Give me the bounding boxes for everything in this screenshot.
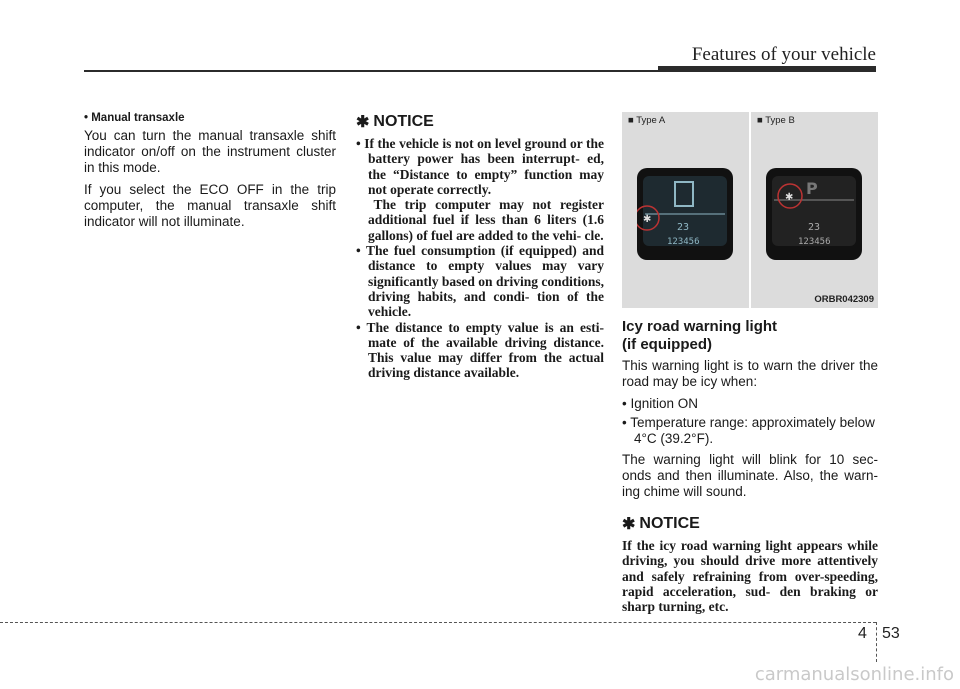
snowflake-icon: ✱ — [643, 214, 652, 225]
notice-item: • The fuel consumption (if equipped) and distance to empty values may vary significantly based on driving conditions, driving habits, and condi- tion of the vehicle. — [356, 243, 604, 320]
figure-label-type-a: ■ Type A — [628, 115, 666, 126]
paragraph: The warning light will blink for 10 sec- onds and then illuminate. Also, the warn- ing chime will sound. — [622, 452, 878, 499]
notice-text: If the icy road warning light appears while driving, you should drive more attentively and safely refraining from over-speeding, rapid acceleration, sud- den braking or sharp turning, etc. — [622, 538, 878, 615]
notice-item: • The distance to empty value is an esti- mate of the available driving distance. This value may differ from the actual driving distance available. — [356, 319, 604, 381]
display-b-gear: P — [806, 179, 818, 198]
paragraph: If you select the ECO OFF in the trip computer, the manual transaxle shift indicator will not illuminate. — [84, 182, 336, 229]
figure-label-type-b: ■ Type B — [757, 115, 795, 126]
paragraph: This warning light is to warn the driver the road may be icy when: — [622, 358, 878, 389]
notice-star-icon: ✱ — [622, 516, 636, 533]
figure-code: ORBR042309 — [814, 294, 874, 305]
footer-divider — [876, 622, 877, 662]
notice-heading — [622, 514, 878, 534]
display-b-temp: 23 — [808, 222, 821, 233]
bullet-list — [622, 396, 878, 447]
column-right — [622, 112, 878, 614]
display-b-odo: 123456 — [798, 237, 831, 247]
notice-heading-text: NOTICE — [373, 113, 434, 130]
bullet-item: • Temperature range: approximately below 4°C (39.2°F). — [622, 415, 875, 446]
instrument-cluster-figure — [622, 112, 878, 308]
notice-heading — [356, 112, 604, 132]
display-a-temp: 23 — [677, 222, 690, 233]
display-a-odo: 123456 — [667, 237, 700, 247]
header-title: Features of your vehicle — [691, 44, 876, 65]
bullet-item: • Ignition ON — [622, 396, 699, 411]
figure-panel-type-a — [622, 112, 749, 308]
header-rule-accent — [658, 66, 876, 72]
page-number: 53 — [882, 625, 900, 642]
notice-star-icon: ✱ — [356, 114, 370, 131]
cluster-display-b — [766, 168, 862, 260]
column-middle — [356, 112, 604, 381]
section-title: Icy road warning light (if equipped) — [622, 318, 778, 353]
column-left — [84, 112, 336, 236]
figure-panel-type-b — [751, 112, 878, 308]
footer-rule — [0, 622, 876, 623]
chapter-number: 4 — [858, 625, 867, 642]
notice-list — [356, 136, 604, 381]
cluster-display-a — [637, 168, 733, 260]
notice-item: The trip computer may not register additional fuel if less than 6 liters (1.6 gallons) of fuel are added to the vehi- cle. — [368, 197, 604, 243]
paragraph: You can turn the manual transaxle shift indicator on/off on the instrument cluster in this mode. — [84, 128, 336, 175]
watermark: carmanualsonline.info — [754, 664, 954, 685]
sub-heading-manual-transaxle: • Manual transaxle — [84, 112, 185, 124]
snowflake-icon: ✱ — [785, 192, 794, 203]
notice-heading-text: NOTICE — [639, 515, 700, 532]
notice-item: • If the vehicle is not on level ground or the battery power has been interrupt- ed, the “Distance to empty” function may not operate correctly. — [356, 136, 605, 197]
